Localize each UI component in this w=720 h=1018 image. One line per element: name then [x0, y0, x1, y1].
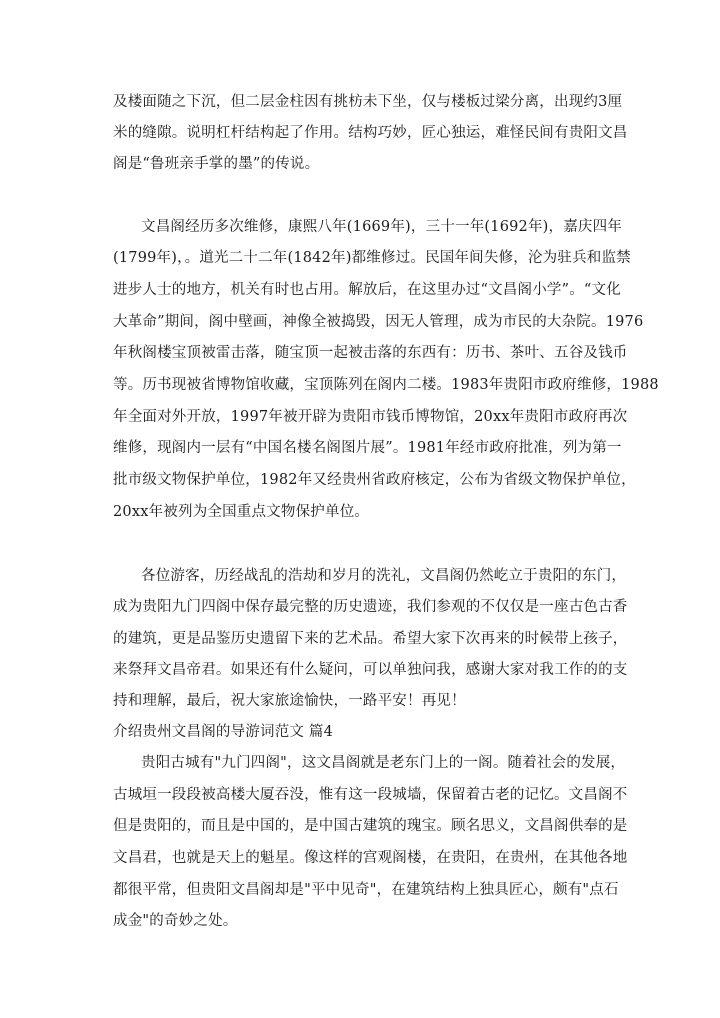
paragraph-1-line-3: 阁是“鲁班亲手掌的墨”的传说。: [113, 156, 320, 172]
section-paragraph-line-6: 成金"的奇妙之处。: [113, 913, 238, 929]
paragraph-3-line-3: 的建筑，更是品鉴历史遗留下来的艺术品。希望大家下次再来的时候带上孩子，: [113, 631, 628, 647]
section-paragraph-line-2: 古城垣一段段被高楼大厦吞没，惟有这一段城墙，保留着古老的记忆。文昌阁不: [113, 787, 628, 803]
paragraph-3-line-1: 各位游客，历经战乱的浩劫和岁月的洗礼，文昌阁仍然屹立于贵阳的东门，: [141, 568, 627, 584]
paragraph-1-line-2: 米的缝隙。说明杠杆结构起了作用。结构巧妙，匠心独运，难怪民间有贵阳文昌: [113, 125, 628, 141]
paragraph-2-line-7: 年全面对外开放，1997年被开辟为贵阳市钱币博物馆，20xx年贵阳市政府再次: [113, 409, 628, 425]
paragraph-2-line-8: 维修，现阁内一层有“中国名楼名阁图片展”。1981年经市政府批准，列为第一: [113, 440, 622, 456]
section-paragraph-line-5: 都很平常，但贵阳文昌阁却是"平中见奇"，在建筑结构上独具匠心，颇有"点石: [113, 882, 619, 898]
paragraph-1-line-1: 及楼面随之下沉，但二层金柱因有挑枋未下坐，仅与楼板过梁分离，出现约3厘: [113, 94, 623, 110]
paragraph-3-line-5: 持和理解，最后，祝大家旅途愉快，一路平安！再见！: [113, 693, 466, 709]
paragraph-2-line-5: 年秋阁楼宝顶被雷击落，随宝顶一起被击落的东西有：历书、茶叶、五谷及钱币: [113, 345, 628, 361]
section-heading: 介绍贵州文昌阁的导游词范文 篇4: [113, 724, 334, 740]
section-paragraph-line-4: 文昌君，也就是天上的魁星。像这样的宫观阁楼，在贵阳，在贵州，在其他各地: [113, 850, 628, 866]
paragraph-2-line-4: 大革命”期间，阁中壁画，神像全被捣毁，因无人管理，成为市民的大杂院。1976: [113, 314, 644, 330]
paragraph-2-line-6: 等。历书现被省博物馆收藏，宝顶陈列在阁内二楼。1983年贵阳市政府维修，1988: [113, 377, 659, 393]
section-paragraph-line-1: 贵阳古城有"九门四阁"，这文昌阁就是老东门上的一阁。随着社会的发展，: [141, 755, 626, 771]
paragraph-3-line-4: 来祭拜文昌帝君。如果还有什么疑问，可以单独问我，感谢大家对我工作的的支: [113, 662, 628, 678]
paragraph-3-line-2: 成为贵阳九门四阁中保存最完整的历史遗迹，我们参观的不仅仅是一座古色古香: [113, 599, 628, 615]
paragraph-2-line-10: 20xx年被列为全国重点文物保护单位。: [113, 504, 370, 520]
paragraph-2-line-3: 进步人士的地方，机关有时也占用。解放后，在这里办过“文昌阁小学”。“文化: [113, 282, 621, 298]
paragraph-2-line-2: (1799年)，。道光二十二年(1842年)都维修过。民国年间失修，沦为驻兵和监禁: [113, 250, 631, 266]
paragraph-2-line-1: 文昌阁经历多次维修，康熙八年(1669年)，三十一年(1692年)，嘉庆四年: [141, 219, 623, 235]
section-paragraph-line-3: 但是贵阳的，而且是中国的，是中国古建筑的瑰宝。顾名思义，文昌阁供奉的是: [113, 818, 628, 834]
paragraph-2-line-9: 批市级文物保护单位，1982年又经贵州省政府核定，公布为省级文物保护单位，: [113, 472, 636, 488]
